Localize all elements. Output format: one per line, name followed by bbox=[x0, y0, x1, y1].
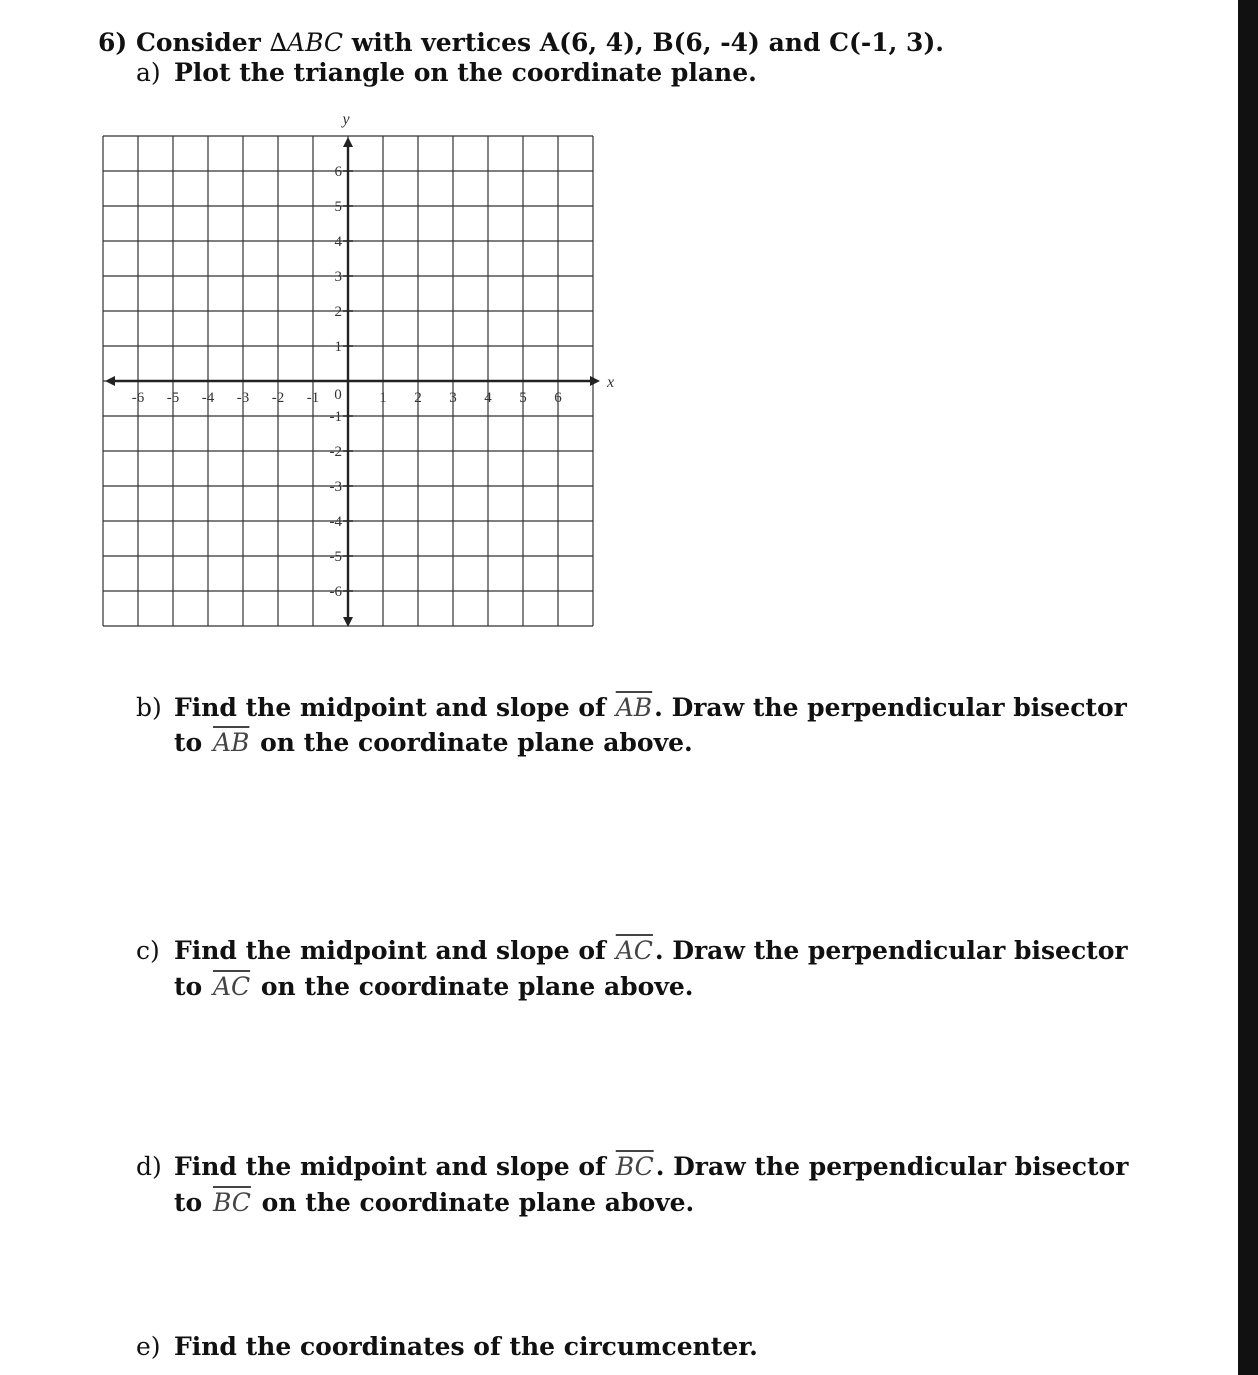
part-e-text: Find the coordinates of the circumcenter. bbox=[174, 1332, 758, 1361]
part-c-post: . Draw the perpendicular bisector bbox=[654, 936, 1128, 965]
y-tick-label: 6 bbox=[334, 164, 342, 180]
part-b-post2: on the coordinate plane above. bbox=[260, 728, 693, 757]
x-tick-label: 1 bbox=[379, 390, 387, 406]
part-b bbox=[136, 693, 1127, 723]
segment-ab: $\overline{AB}$ bbox=[615, 693, 653, 722]
y-tick-label: 5 bbox=[334, 199, 342, 215]
part-c-to: to bbox=[174, 972, 203, 1001]
vertex-c: C(-1, 3). bbox=[829, 28, 944, 57]
problem-number: 6) bbox=[98, 28, 128, 57]
part-b-post: . Draw the perpendicular bisector bbox=[654, 693, 1127, 722]
part-c bbox=[136, 936, 1128, 966]
x-tick-label: 5 bbox=[519, 390, 527, 406]
x-tick-label: -2 bbox=[271, 390, 285, 406]
y-tick-label: 3 bbox=[334, 269, 342, 285]
x-tick-label: -3 bbox=[236, 390, 250, 406]
part-d-label: d) bbox=[136, 1152, 162, 1181]
part-a-text: Plot the triangle on the coordinate plane. bbox=[174, 58, 757, 87]
x-tick-label: 3 bbox=[449, 390, 457, 406]
x-tick-label: 2 bbox=[414, 390, 422, 406]
y-tick-label: 2 bbox=[334, 304, 342, 320]
part-d-post: . Draw the perpendicular bisector bbox=[655, 1152, 1129, 1181]
part-d-to: to bbox=[174, 1188, 203, 1217]
part-d bbox=[136, 1152, 1128, 1182]
x-tick-label: 6 bbox=[554, 390, 562, 406]
x-tick-label: 0 bbox=[334, 387, 342, 403]
vertex-a: A(6, 4), bbox=[539, 28, 644, 57]
part-c-pre: Find the midpoint and slope of bbox=[174, 936, 606, 965]
part-a-label: a) bbox=[136, 58, 161, 87]
part-c-label: c) bbox=[136, 936, 160, 965]
part-d-line2 bbox=[174, 1188, 694, 1218]
x-tick-label: -5 bbox=[166, 390, 180, 406]
vertex-b: B(6, -4) bbox=[652, 28, 760, 57]
segment-bc-2: $\overline{BC}$ bbox=[212, 1188, 251, 1217]
segment-bc: $\overline{BC}$ bbox=[615, 1152, 654, 1181]
y-tick-label: -5 bbox=[329, 549, 342, 565]
y-tick-label: -3 bbox=[329, 479, 342, 495]
and-word: and bbox=[768, 28, 821, 57]
segment-ac-2: $\overline{AC}$ bbox=[212, 972, 251, 1001]
part-c-post2: on the coordinate plane above. bbox=[260, 972, 694, 1001]
part-b-line2 bbox=[174, 728, 693, 758]
x-tick-label: -4 bbox=[201, 390, 215, 406]
with-vertices: with vertices bbox=[351, 28, 532, 57]
coordinate-plane bbox=[0, 0, 1258, 660]
x-axis-label: x bbox=[607, 374, 615, 391]
y-tick-label: -6 bbox=[329, 584, 342, 600]
part-c-line2 bbox=[174, 972, 693, 1002]
part-b-label: b) bbox=[136, 693, 162, 722]
x-tick-label: -1 bbox=[306, 390, 320, 406]
y-tick-label: -1 bbox=[329, 409, 342, 425]
segment-ab-2: $\overline{AB}$ bbox=[212, 728, 250, 757]
segment-ac: $\overline{AC}$ bbox=[615, 936, 653, 965]
y-tick-label: 4 bbox=[334, 234, 342, 250]
part-e bbox=[136, 1332, 758, 1362]
y-tick-label: -4 bbox=[329, 514, 342, 530]
part-d-pre: Find the midpoint and slope of bbox=[174, 1152, 606, 1181]
part-d-post2: on the coordinate plane above. bbox=[261, 1188, 695, 1217]
part-e-label: e) bbox=[136, 1332, 161, 1361]
x-tick-label: -6 bbox=[131, 390, 145, 406]
x-tick-label: 4 bbox=[484, 390, 492, 406]
part-b-to: to bbox=[174, 728, 203, 757]
y-axis-label: y bbox=[342, 111, 350, 128]
y-tick-label: 1 bbox=[334, 339, 342, 355]
part-b-pre: Find the midpoint and slope of bbox=[174, 693, 606, 722]
triangle-symbol: ∆ABC bbox=[269, 28, 344, 57]
problem-intro: Consider bbox=[135, 28, 261, 57]
y-tick-label: -2 bbox=[329, 444, 342, 460]
